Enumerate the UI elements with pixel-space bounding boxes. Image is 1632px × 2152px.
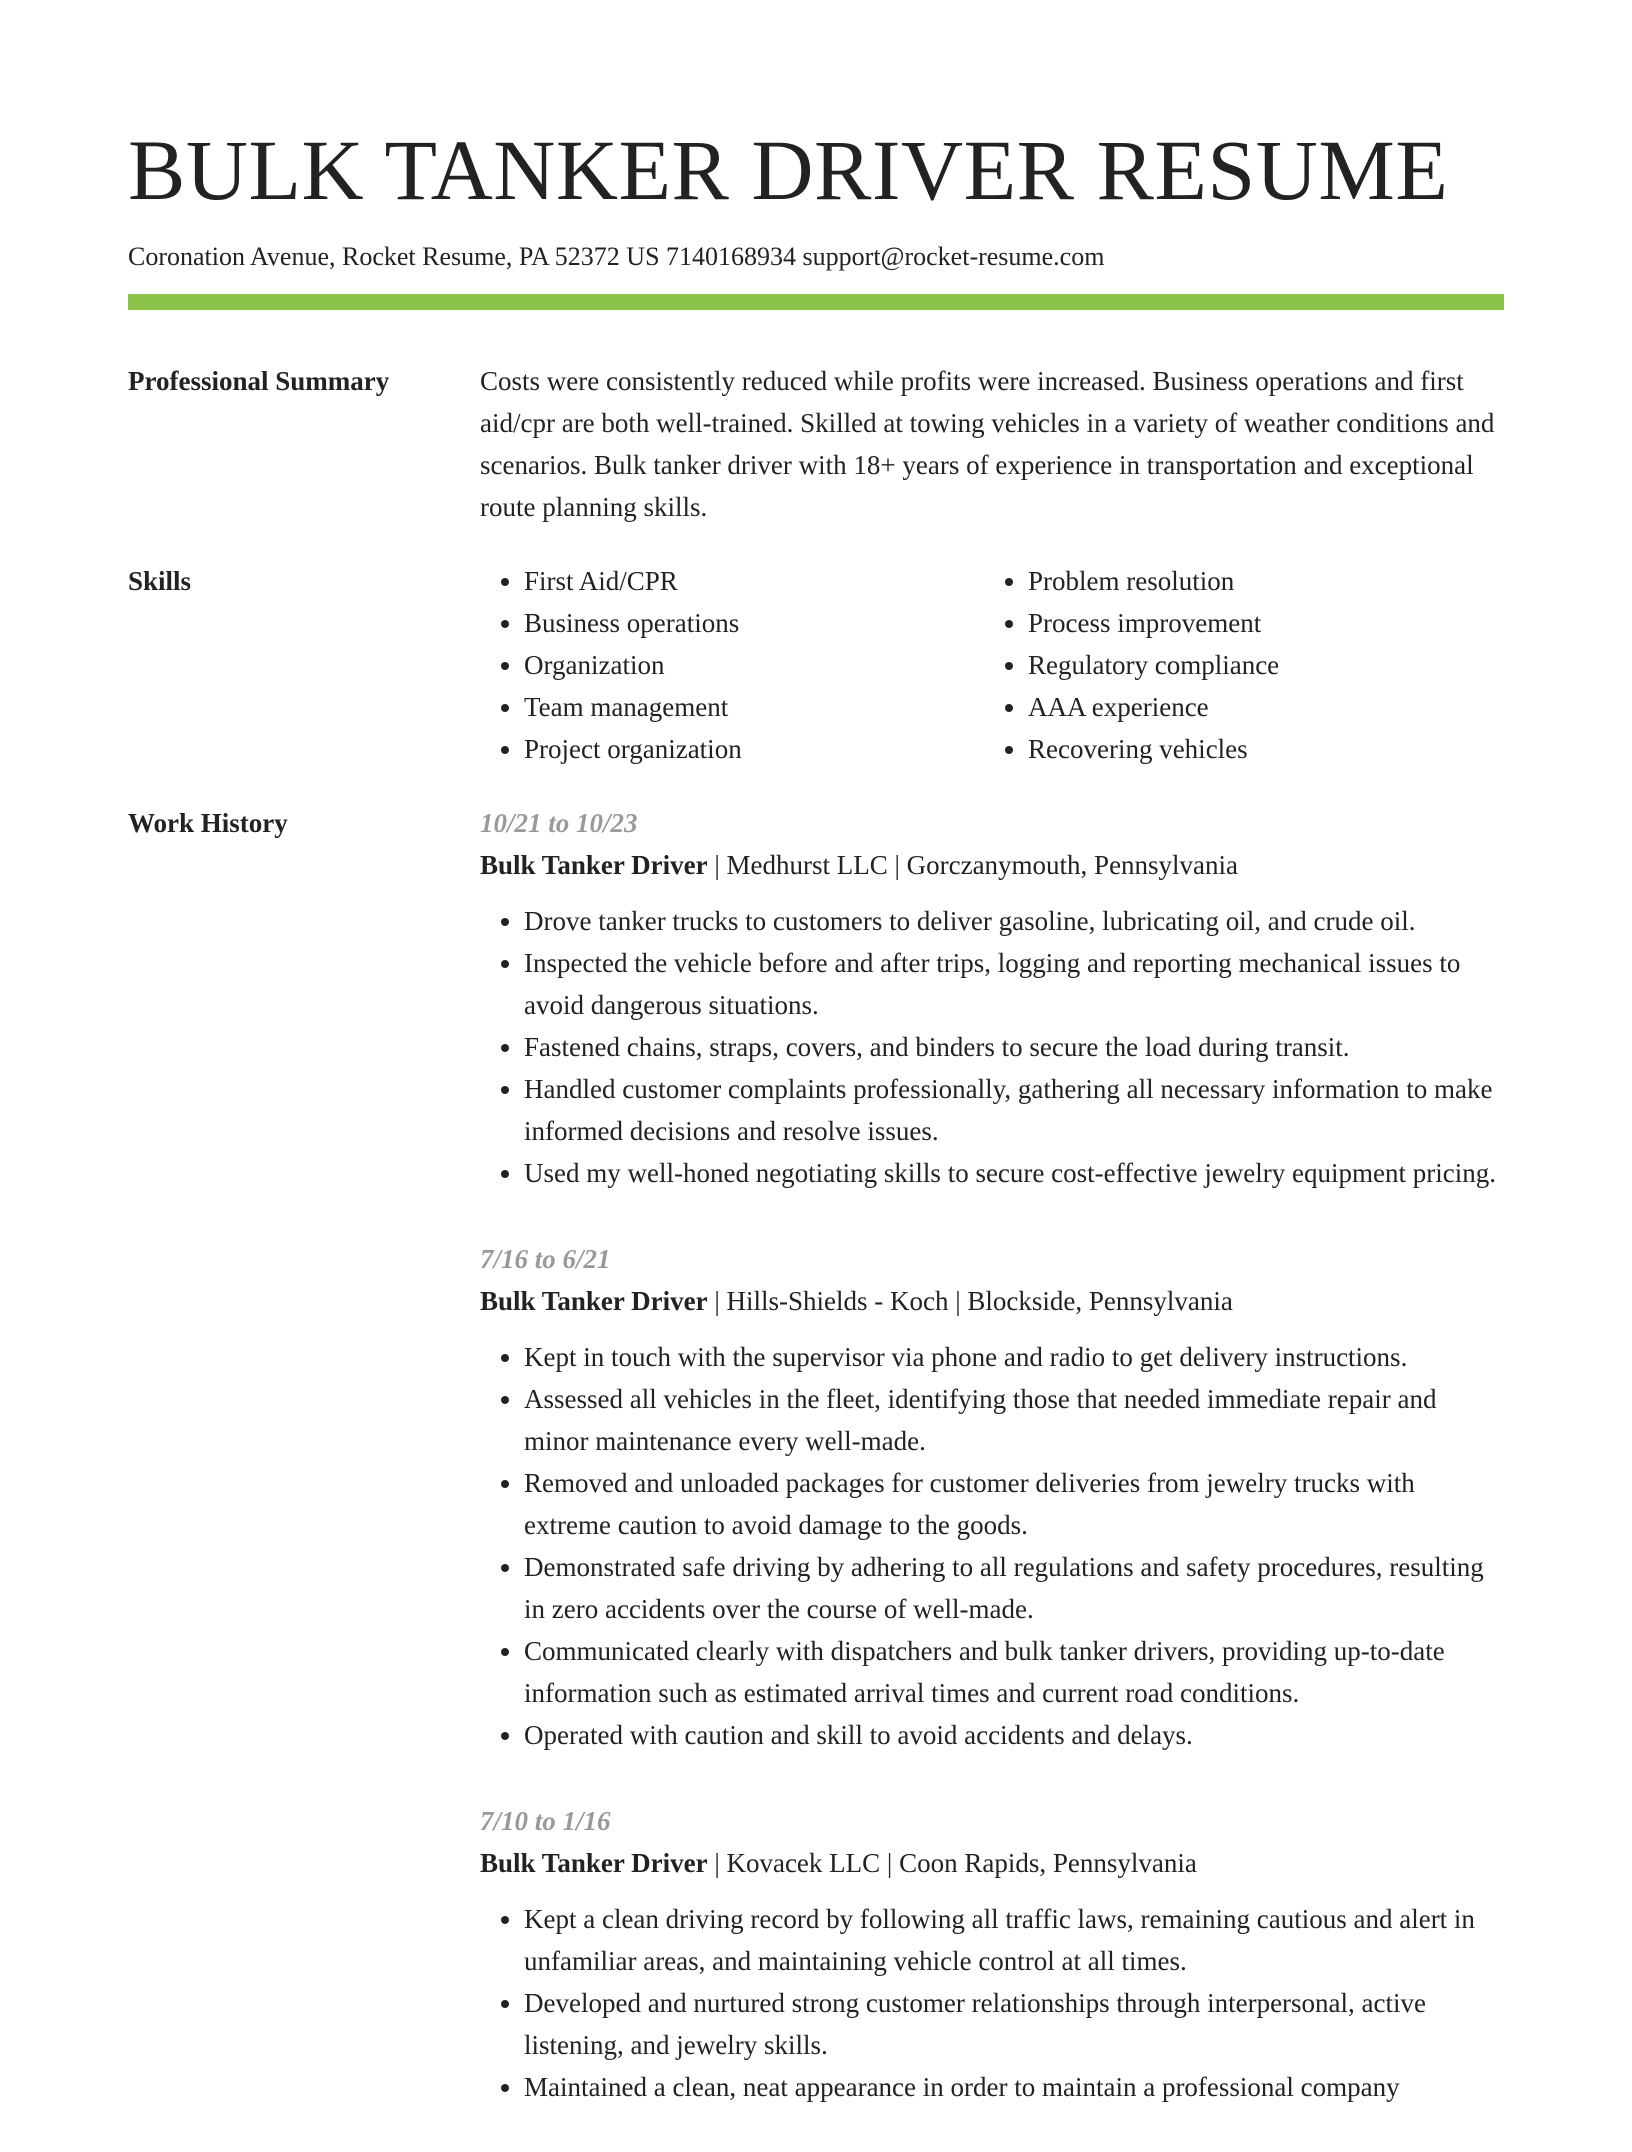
work-history-section <box>128 802 1504 2152</box>
job-bullets <box>480 1336 1504 1756</box>
job-heading <box>480 1842 1504 1884</box>
job-entry <box>480 1800 1504 2108</box>
job-title: Bulk Tanker Driver <box>480 1286 708 1316</box>
job-bullet: • Handled customer complaints professionally, gathering all necessary information to make informed decisions and resolve issues. <box>524 1068 1504 1152</box>
job-dates: 10/21 to 10/23 <box>480 808 638 838</box>
job-bullets <box>480 1898 1504 2108</box>
skills-columns <box>480 560 1504 770</box>
job-heading <box>480 844 1504 886</box>
skills-list-left <box>480 560 984 770</box>
contact-line: Coronation Avenue, Rocket Resume, PA 52372 US 7140168934 support@rocket-resume.com <box>128 242 1105 271</box>
skill-item: • Business operations <box>524 602 984 644</box>
skill-item: • Organization <box>524 644 984 686</box>
job-company-location: | Kovacek LLC | Coon Rapids, Pennsylvania <box>707 1848 1197 1878</box>
resume-page <box>128 120 1504 2152</box>
skill-item: • First Aid/CPR <box>524 560 984 602</box>
job-entry <box>480 1238 1504 1756</box>
skill-item: • Recovering vehicles <box>1028 728 1488 770</box>
job-entry <box>480 802 1504 1194</box>
professional-summary-section <box>128 360 1504 528</box>
job-title: Bulk Tanker Driver <box>480 850 708 880</box>
job-bullets <box>480 900 1504 1194</box>
job-dates: 7/10 to 1/16 <box>480 1806 611 1836</box>
summary-text: Costs were consistently reduced while profits were increased. Business operations and first aid/cpr are both well-trained. Skilled at towing vehicles in a variety of weather conditions and scenarios. Bulk tanker driver with 18+ years of experience in transportation and exceptional route planning skills. <box>480 366 1495 522</box>
section-label-summary: Professional Summary <box>128 366 390 396</box>
job-bullet: • Drove tanker trucks to customers to deliver gasoline, lubricating oil, and crude oil. <box>524 900 1504 942</box>
resume-title: BULK TANKER DRIVER RESUME <box>128 122 1449 218</box>
job-bullet: • Communicated clearly with dispatchers and bulk tanker drivers, providing up-to-date information such as estimated arrival times and current road conditions. <box>524 1630 1504 1714</box>
job-dates: 7/16 to 6/21 <box>480 1244 611 1274</box>
skill-item: • Process improvement <box>1028 602 1488 644</box>
section-label-work: Work History <box>128 808 288 838</box>
job-bullet: • Kept a clean driving record by following all traffic laws, remaining cautious and alert in unfamiliar areas, and maintaining vehicle control at all times. <box>524 1898 1504 1982</box>
skills-section <box>128 560 1504 770</box>
job-bullet: • Inspected the vehicle before and after trips, logging and reporting mechanical issues to avoid dangerous situations. <box>524 942 1504 1026</box>
skill-item: • Team management <box>524 686 984 728</box>
skill-item: • AAA experience <box>1028 686 1488 728</box>
job-bullet: • Developed and nurtured strong customer relationships through interpersonal, active listening, and jewelry skills. <box>524 1982 1504 2066</box>
skills-list-right <box>984 560 1488 770</box>
job-bullet: • Operated with caution and skill to avoid accidents and delays. <box>524 1714 1504 1756</box>
skill-item: • Problem resolution <box>1028 560 1488 602</box>
job-bullet: • Assessed all vehicles in the fleet, identifying those that needed immediate repair and minor maintenance every well-made. <box>524 1378 1504 1462</box>
job-company-location: | Medhurst LLC | Gorczanymouth, Pennsylvania <box>707 850 1239 880</box>
job-title: Bulk Tanker Driver <box>480 1848 708 1878</box>
skill-item: • Regulatory compliance <box>1028 644 1488 686</box>
job-bullet: • Maintained a clean, neat appearance in order to maintain a professional company <box>524 2066 1504 2108</box>
skill-item: • Project organization <box>524 728 984 770</box>
job-bullet: • Used my well-honed negotiating skills to secure cost-effective jewelry equipment pricing. <box>524 1152 1504 1194</box>
job-heading <box>480 1280 1504 1322</box>
job-company-location: | Hills-Shields - Koch | Blockside, Pennsylvania <box>707 1286 1233 1316</box>
job-bullet: • Demonstrated safe driving by adhering to all regulations and safety procedures, resulting in zero accidents over the course of well-made. <box>524 1546 1504 1630</box>
accent-divider <box>128 294 1504 310</box>
job-bullet: • Fastened chains, straps, covers, and binders to secure the load during transit. <box>524 1026 1504 1068</box>
work-history-body <box>480 802 1504 2152</box>
section-label-skills: Skills <box>128 566 192 596</box>
job-bullet: • Kept in touch with the supervisor via phone and radio to get delivery instructions. <box>524 1336 1504 1378</box>
job-bullet: • Removed and unloaded packages for customer deliveries from jewelry trucks with extreme caution to avoid damage to the goods. <box>524 1462 1504 1546</box>
